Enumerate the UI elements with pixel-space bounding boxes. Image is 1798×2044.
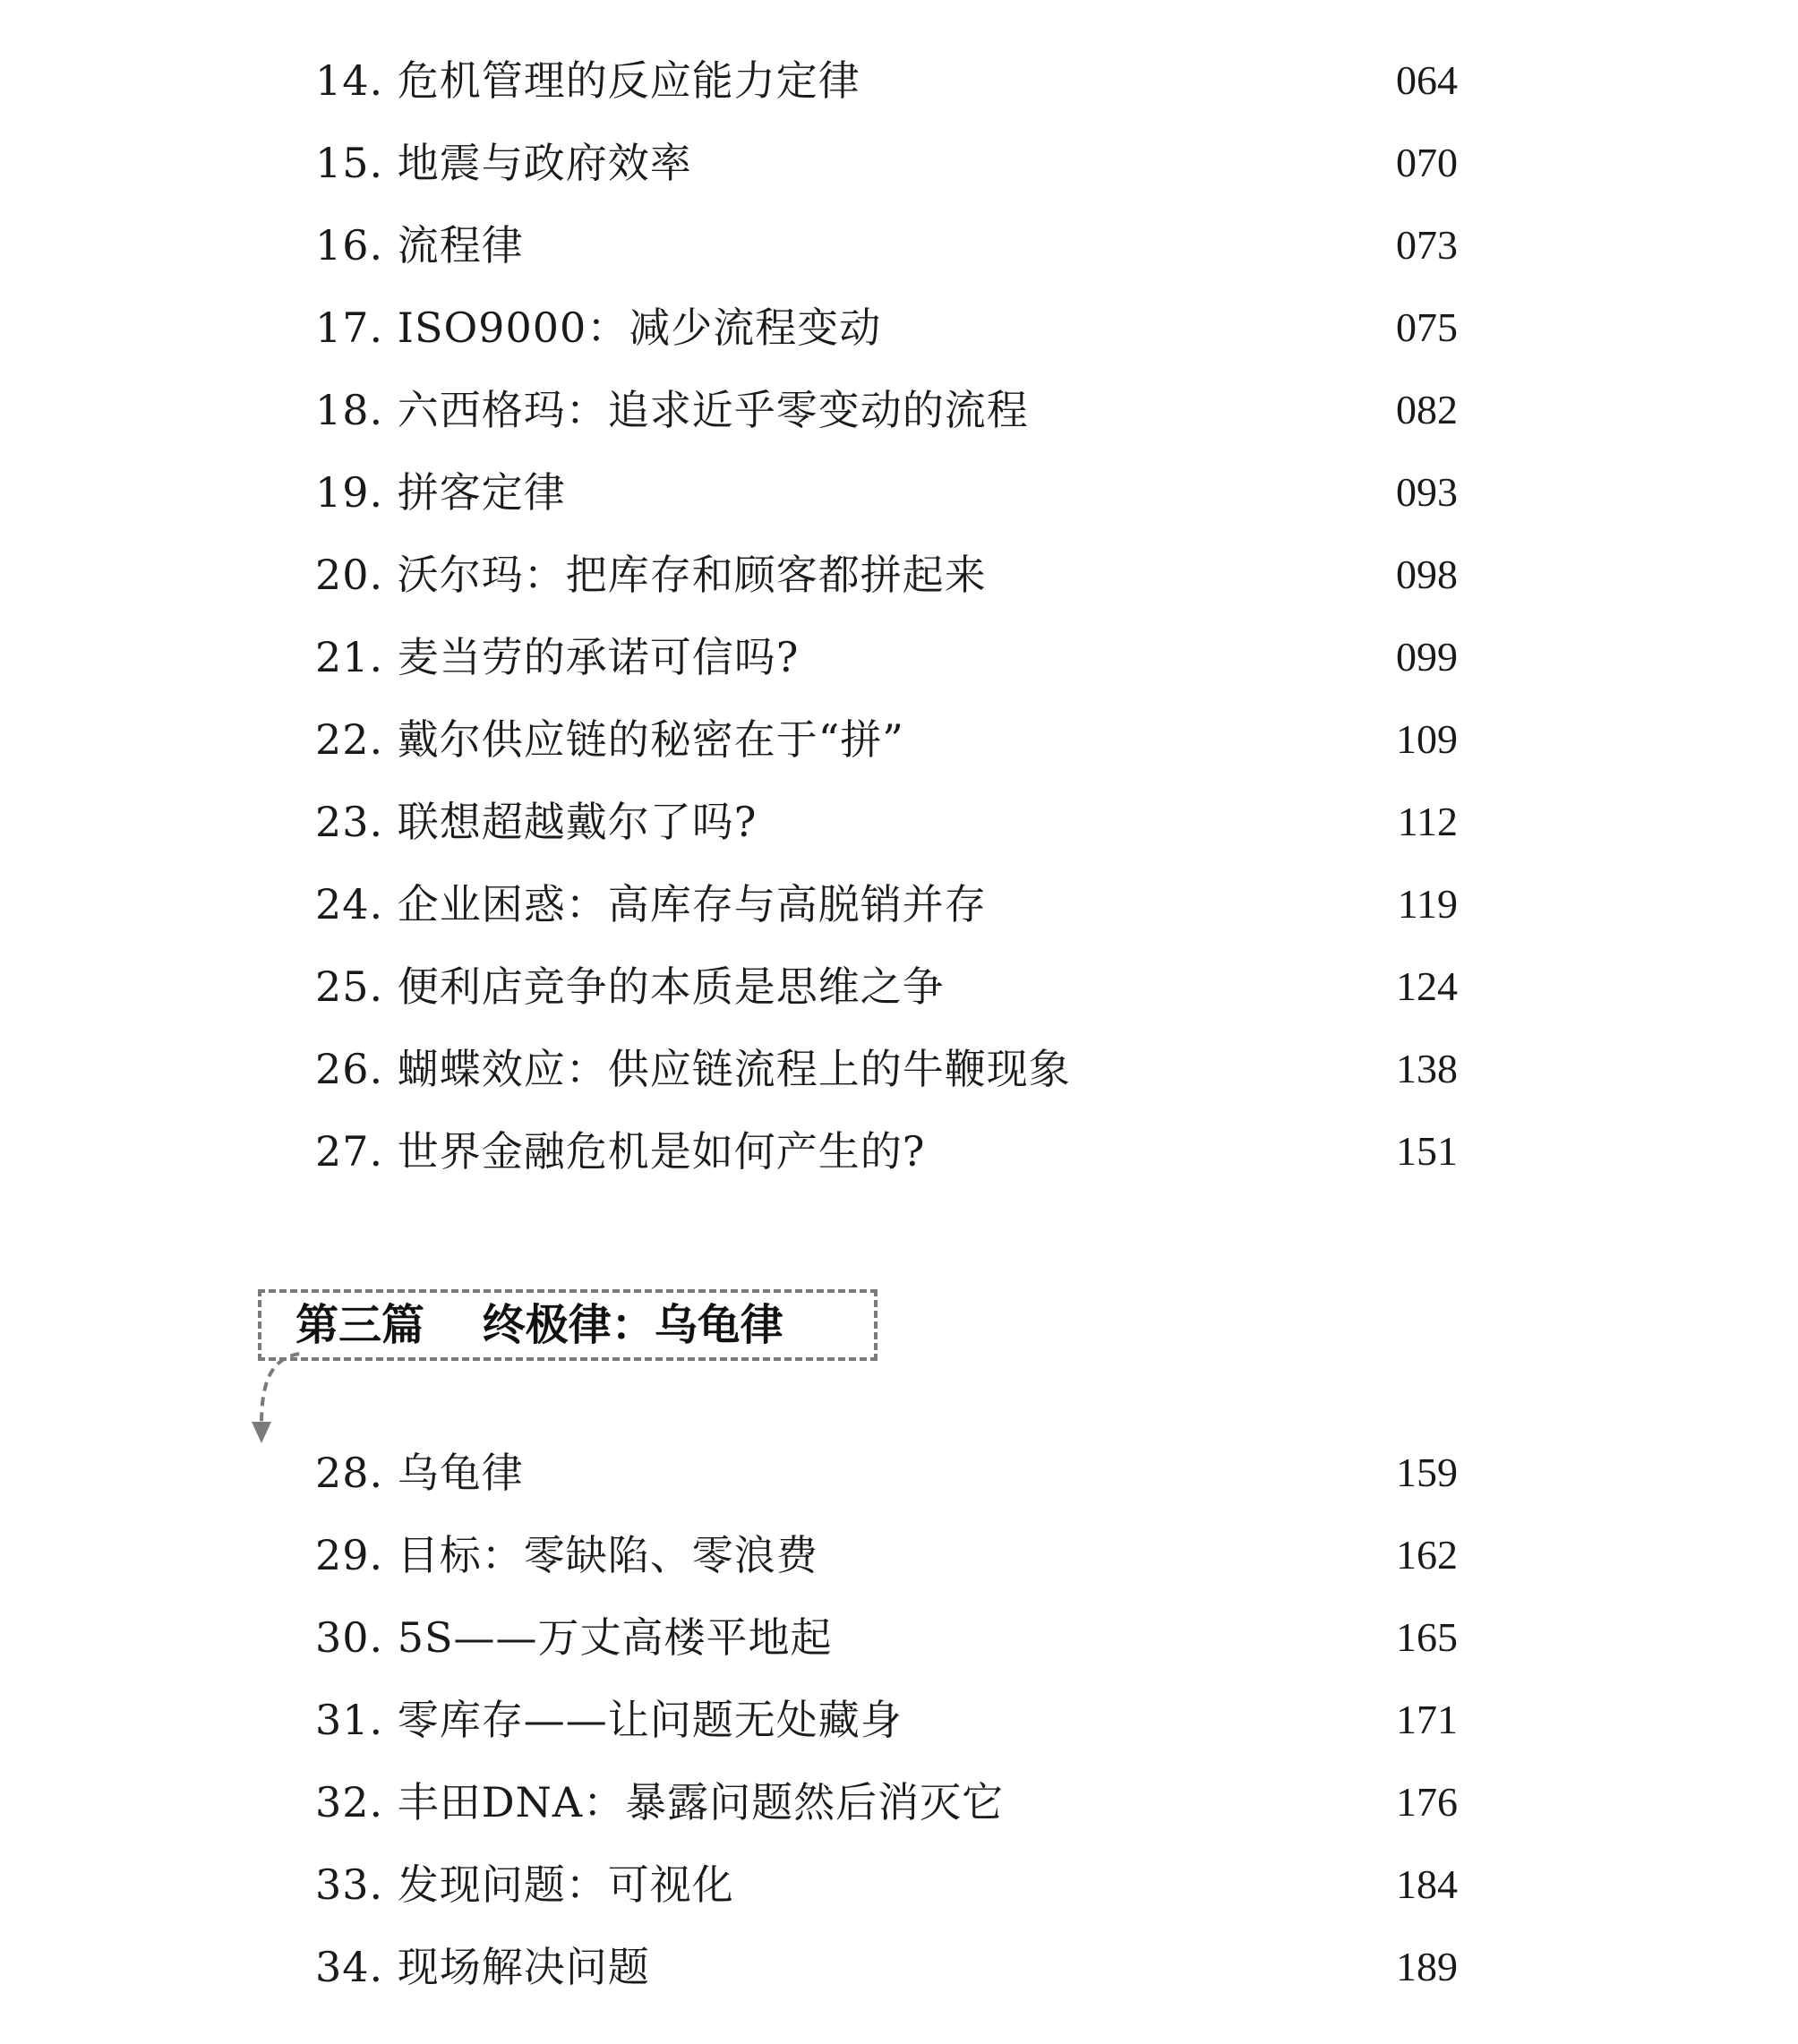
toc-entry <box>0 122 1798 204</box>
toc-entry-title: 30. 5S——万丈高楼平地起 <box>315 1613 833 1662</box>
toc-entry <box>0 1679 1798 1761</box>
toc-entry <box>0 1761 1798 1843</box>
toc-list-part3 <box>0 1432 1798 2008</box>
toc-entry-title: 16. 流程律 <box>315 221 524 269</box>
toc-entry-title: 33. 发现问题：可视化 <box>315 1860 734 1909</box>
toc-list-part2 <box>0 39 1798 1193</box>
toc-entry <box>0 451 1798 534</box>
toc-entry-title: 14. 危机管理的反应能力定律 <box>315 56 860 105</box>
toc-entry-page-number: 073 <box>1396 222 1458 268</box>
toc-entry-page-number: 162 <box>1396 1532 1458 1578</box>
toc-entry-page-number: 124 <box>1396 963 1458 1009</box>
toc-entry-page-number: 159 <box>1396 1450 1458 1495</box>
toc-entry-title: 27. 世界金融危机是如何产生的? <box>315 1127 926 1176</box>
toc-entry-title: 25. 便利店竞争的本质是思维之争 <box>315 962 945 1011</box>
toc-entry-title: 29. 目标：零缺陷、零浪费 <box>315 1531 818 1579</box>
part3-heading-title: 第三篇 终极律：乌龟律 <box>295 1300 783 1350</box>
toc-entry <box>0 534 1798 616</box>
toc-entry <box>0 945 1798 1028</box>
toc-entry-title: 34. 现场解决问题 <box>315 1943 650 1991</box>
toc-entry-title: 23. 联想超越戴尔了吗? <box>315 798 758 846</box>
toc-entry-page-number: 112 <box>1397 799 1458 844</box>
toc-entry-page-number: 099 <box>1396 634 1458 680</box>
toc-entry-title: 19. 拼客定律 <box>315 468 566 517</box>
toc-entry-title: 31. 零库存——让问题无处藏身 <box>315 1696 903 1744</box>
toc-entry-title: 21. 麦当劳的承诺可信吗? <box>315 633 800 681</box>
toc-entry <box>0 1110 1798 1193</box>
toc-entry-title: 22. 戴尔供应链的秘密在于“拼” <box>315 715 904 764</box>
toc-entry <box>0 204 1798 287</box>
toc-entry <box>0 1843 1798 1926</box>
toc-entry-title: 32. 丰田DNA：暴露问题然后消灭它 <box>315 1778 1005 1826</box>
toc-entry <box>0 698 1798 781</box>
toc-entry-title: 28. 乌龟律 <box>315 1449 524 1497</box>
toc-entry-title: 18. 六西格玛：追求近乎零变动的流程 <box>315 386 1029 434</box>
toc-entry <box>0 1432 1798 1514</box>
toc-entry-page-number: 064 <box>1396 57 1458 103</box>
toc-entry <box>0 287 1798 369</box>
toc-entry <box>0 1514 1798 1596</box>
toc-entry-page-number: 151 <box>1396 1128 1458 1174</box>
toc-entry-page-number: 109 <box>1396 716 1458 762</box>
toc-entry-page-number: 171 <box>1396 1697 1458 1742</box>
toc-entry-page-number: 119 <box>1397 881 1458 927</box>
toc-entry-page-number: 138 <box>1396 1046 1458 1091</box>
toc-entry-page-number: 165 <box>1396 1614 1458 1660</box>
toc-entry-title: 24. 企业困惑：高库存与高脱销并存 <box>315 880 987 928</box>
toc-entry-page-number: 093 <box>1396 469 1458 515</box>
toc-entry-page-number: 189 <box>1396 1944 1458 1989</box>
part3-heading-box <box>258 1289 878 1361</box>
toc-entry-page-number: 075 <box>1396 304 1458 350</box>
toc-entry-page-number: 070 <box>1396 140 1458 185</box>
toc-entry <box>0 616 1798 698</box>
toc-entry-page-number: 082 <box>1396 387 1458 432</box>
toc-entry <box>0 1926 1798 2008</box>
toc-entry-title: 15. 地震与政府效率 <box>315 139 692 187</box>
toc-entry <box>0 863 1798 945</box>
toc-entry-title: 17. ISO9000：减少流程变动 <box>315 304 882 352</box>
toc-entry-title: 26. 蝴蝶效应：供应链流程上的牛鞭现象 <box>315 1045 1071 1093</box>
toc-entry <box>0 369 1798 451</box>
toc-entry <box>0 1028 1798 1110</box>
toc-entry <box>0 1596 1798 1679</box>
toc-entry <box>0 39 1798 122</box>
toc-entry-page-number: 176 <box>1396 1779 1458 1825</box>
toc-entry-title: 20. 沃尔玛：把库存和顾客都拼起来 <box>315 551 987 599</box>
toc-entry <box>0 781 1798 863</box>
toc-entry-page-number: 184 <box>1396 1861 1458 1907</box>
toc-entry-page-number: 098 <box>1396 552 1458 597</box>
